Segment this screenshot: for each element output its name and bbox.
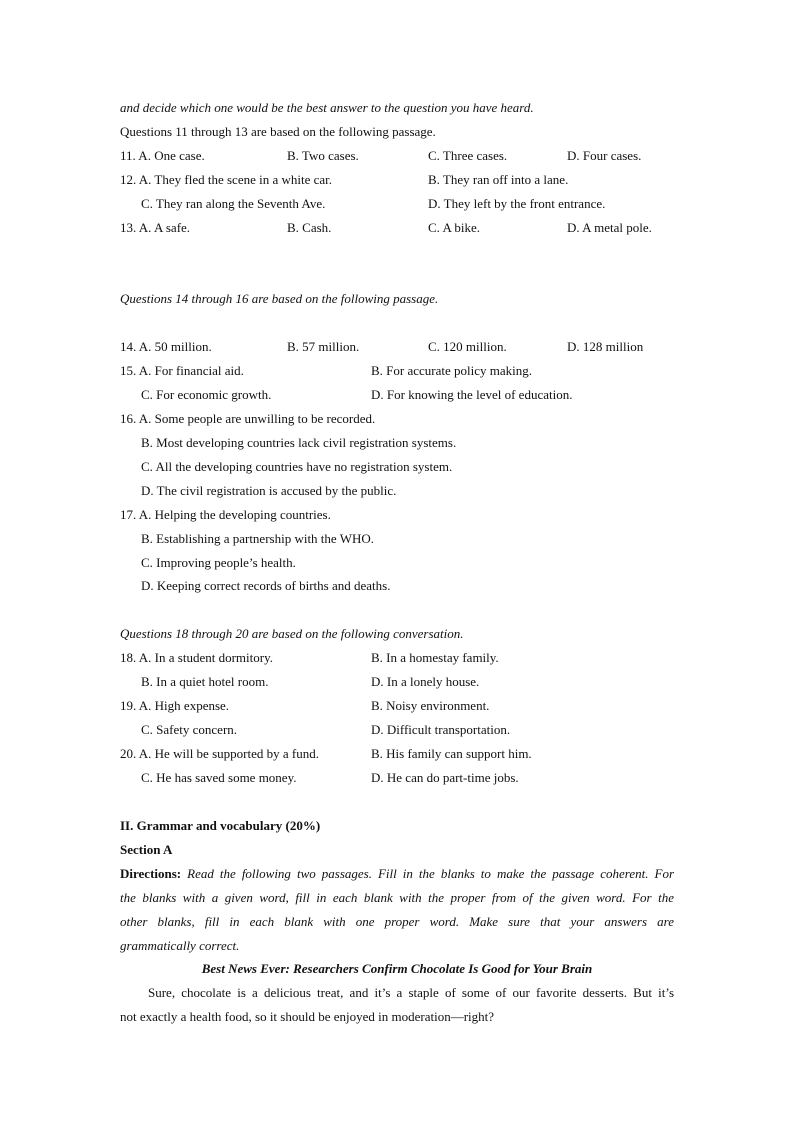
passage3-note: Questions 18 through 20 are based on the following conversation. [120, 626, 464, 641]
q11-option-c: C. Three cases. [428, 148, 508, 163]
q14-option-c: C. 120 million. [428, 339, 507, 354]
q12-option-c: C. They ran along the Seventh Ave. [141, 196, 326, 211]
passage2-note: Questions 14 through 16 are based on the following passage. [120, 291, 439, 306]
q11-option-b: B. Two cases. [287, 148, 359, 163]
q11-option-a: 11. A. One case. [120, 148, 205, 163]
q11-option-d: D. Four cases. [567, 148, 642, 163]
q18-option-c: B. In a quiet hotel room. [141, 674, 269, 689]
q15-option-c: C. For economic growth. [141, 387, 272, 402]
q18-option-d: D. In a lonely house. [371, 674, 480, 689]
q15-option-d: D. For knowing the level of education. [371, 387, 573, 402]
q20-option-b: B. His family can support him. [371, 746, 532, 761]
q16-option-c: C. All the developing countries have no registration system. [141, 459, 453, 474]
q14-option-b: B. 57 million. [287, 339, 360, 354]
intro-tail: and decide which one would be the best answer to the question you have heard. [120, 100, 534, 115]
q13-option-d: D. A metal pole. [567, 220, 652, 235]
q13-option-a: 13. A. A safe. [120, 220, 191, 235]
q14-option-d: D. 128 million [567, 339, 644, 354]
q18-option-b: B. In a homestay family. [371, 650, 499, 665]
q20-option-d: D. He can do part-time jobs. [371, 770, 519, 785]
q17-option-d: D. Keeping correct records of births and deaths. [141, 578, 391, 593]
q13-option-c: C. A bike. [428, 220, 481, 235]
section-a-heading: Section A [120, 842, 173, 857]
q12-option-b: B. They ran off into a lane. [428, 172, 569, 187]
q19-option-b: B. Noisy environment. [371, 698, 490, 713]
q14-option-a: 14. A. 50 million. [120, 339, 212, 354]
passage1-note: Questions 11 through 13 are based on the following passage. [120, 124, 436, 139]
q15-option-a: 15. A. For financial aid. [120, 363, 244, 378]
directions-line-4: grammatically correct. [120, 938, 240, 953]
q12-option-d: D. They left by the front entrance. [428, 196, 606, 211]
directions-line-2: the blanks with a given word, fill in each blank with the proper from of the given word. For the [120, 890, 674, 905]
directions-paragraph [120, 862, 674, 958]
q13-option-b: B. Cash. [287, 220, 332, 235]
q20-option-c: C. He has saved some money. [141, 770, 297, 785]
directions-line-3: other blanks, fill in each blank with one proper word. Make sure that your answers are [120, 914, 674, 929]
directions-line-1: Read the following two passages. Fill in the blanks to make the passage coherent. For [187, 866, 674, 881]
q19-option-a: 19. A. High expense. [120, 698, 230, 713]
q16-option-d: D. The civil registration is accused by the public. [141, 483, 397, 498]
q19-option-d: D. Difficult transportation. [371, 722, 511, 737]
q18-option-a: 18. A. In a student dormitory. [120, 650, 273, 665]
article-line-2: not exactly a health food, so it should be enjoyed in moderation—right? [120, 1009, 495, 1024]
q16-option-b: B. Most developing countries lack civil registration systems. [141, 435, 457, 450]
q12-option-a: 12. A. They fled the scene in a white car. [120, 172, 333, 187]
q15-option-b: B. For accurate policy making. [371, 363, 533, 378]
q17-option-c: C. Improving people’s health. [141, 555, 296, 570]
q20-option-a: 20. A. He will be supported by a fund. [120, 746, 319, 761]
q16-option-a: 16. A. Some people are unwilling to be recorded. [120, 411, 376, 426]
section2-heading: II. Grammar and vocabulary (20%) [120, 818, 321, 833]
q17-option-b: B. Establishing a partnership with the WHO. [141, 531, 375, 546]
article-paragraph [120, 981, 674, 1029]
q17-option-a: 17. A. Helping the developing countries. [120, 507, 331, 522]
article-line-1: Sure, chocolate is a delicious treat, and it’s a staple of some of our favorite desserts. But it’s [148, 985, 674, 1000]
article-title: Best News Ever: Researchers Confirm Chocolate Is Good for Your Brain [201, 961, 593, 976]
q19-option-c: C. Safety concern. [141, 722, 238, 737]
directions-label: Directions: [120, 866, 182, 881]
